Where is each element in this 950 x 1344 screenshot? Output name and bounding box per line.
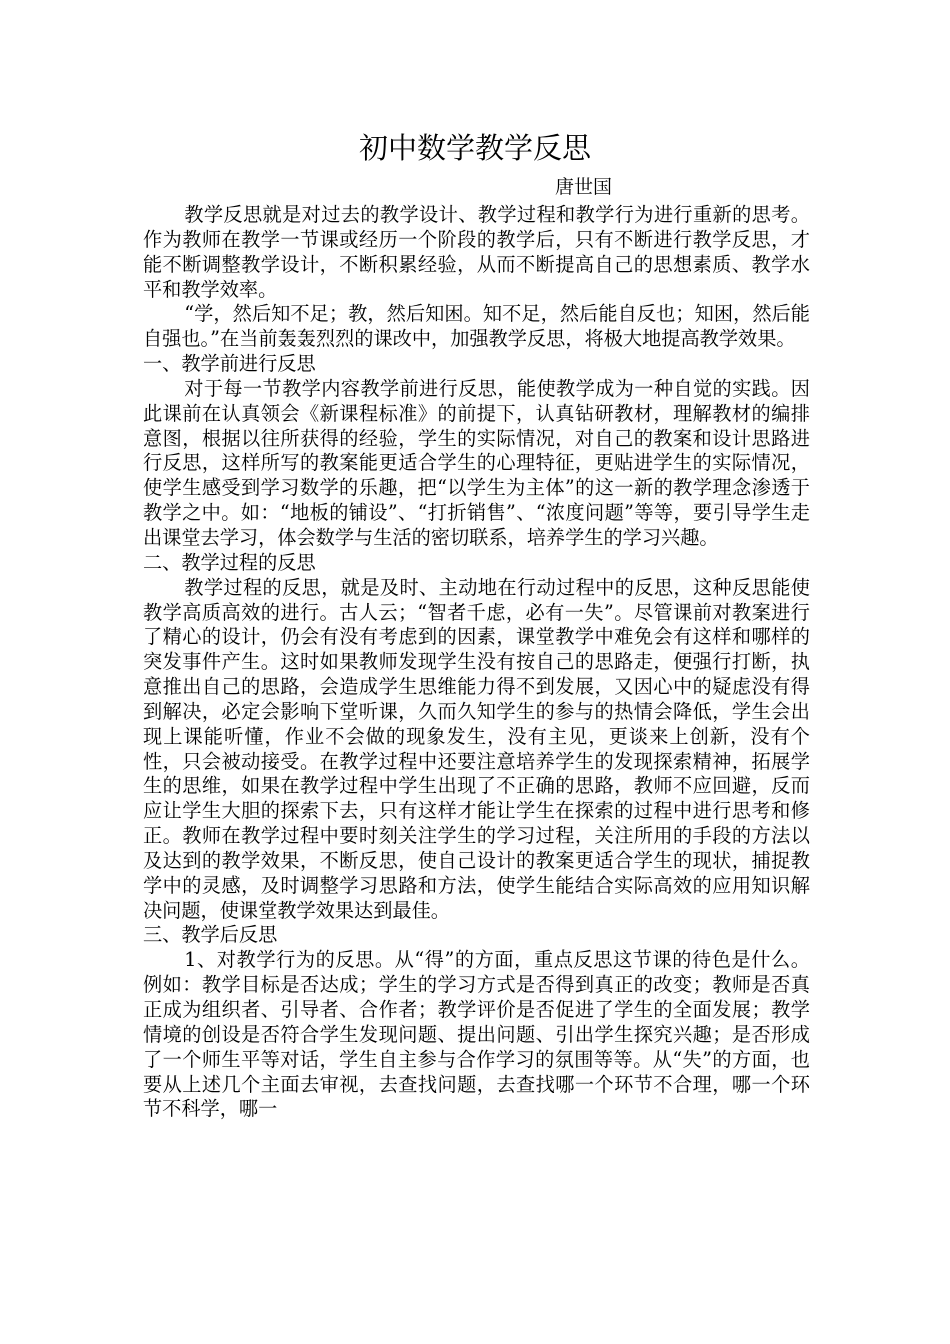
section-heading: 三、教学后反思 (143, 923, 278, 947)
body-paragraph: 1、对教学行为的反思。从“得”的方面，重点反思这节课的待色是什么。例如：教学目标是否达成；学生的学习方式是否得到真正的改变；教师是否真正成为组织者、引导者、合作者；教学评价是否促进了学生的全面发展；教学情境的创设是否符合学生发现问题、提出问题、引出学生探究兴趣；是否形成了一个师生平等对话，学生自主参与合作学习的氛围等等。从“失”的方面，也要从上述几个主面去审视，去查找问题，去查找哪一个环节不合理，哪一个环节不科学，哪一 (143, 948, 810, 1121)
section-heading: 一、教学前进行反思 (143, 352, 316, 376)
document-body (143, 203, 810, 1122)
body-paragraph: “学，然后知不足；教，然后知困。知不足，然后能自反也；知困，然后能自强也。”在当前轰轰烈烈的课改中，加强教学反思，将极大地提高教学效果。 (143, 302, 810, 351)
section-heading: 二、教学过程的反思 (143, 550, 316, 574)
body-paragraph: 教学反思就是对过去的教学设计、教学过程和教学行为进行重新的思考。作为教师在教学一节课或经历一个阶段的教学后，只有不断进行教学反思，才能不断调整教学设计，不断积累经验，从而不断提高自己的思想素质、教学水平和教学效率。 (143, 203, 810, 301)
document-author: 唐世国 (555, 176, 613, 198)
body-paragraph: 教学过程的反思，就是及时、主动地在行动过程中的反思，这种反思能使教学高质高效的进行。古人云；“智者千虑，必有一失”。尽管课前对教案进行了精心的设计，仍会有没有考虑到的因素，课堂教学中难免会有这样和哪样的突发事件产生。这时如果教师发现学生没有按自己的思路走，便强行打断，执意推出自己的思路，会造成学生思维能力得不到发展，又因心中的疑虑没有得到解决，必定会影响下堂听课，久而久知学生的参与的热情会降低，学生会出现上课能听懂，作业不会做的现象发生，没有主见，更谈来上创新，没有个性，只会被动接受。在教学过程中还要注意培养学生的发现探索精神，拓展学生的思维，如果在教学过程中学生出现了不正确的思路，教师不应回避，反而应让学生大胆的探索下去，只有这样才能让学生在探索的过程中进行思考和修正。教师在教学过程中要时刻关注学生的学习过程，关注所用的手段的方法以及达到的教学效果，不断反思，使自己设计的教案更适合学生的现状，捕捉教学中的灵感，及时调整学习思路和方法，使学生能结合实际高效的应用知识解决问题，使课堂教学效果达到最佳。 (143, 575, 810, 922)
body-paragraph: 对于每一节教学内容教学前进行反思，能使教学成为一种自觉的实践。因此课前在认真领会《新课程标准》的前提下，认真钻研教材，理解教材的编排意图，根据以往所获得的经验，学生的实际情况，对自己的教案和设计思路进行反思，这样所写的教案能更适合学生的心理特征，更贴进学生的实际情况，使学生感受到学习数学的乐趣，把“以学生为主体”的这一新的教学理念渗透于教学之中。如：“地板的铺设”、“打折销售”、“浓度问题”等等，要引导学生走出课堂去学习，体会数学与生活的密切联系，培养学生的学习兴趣。 (143, 376, 810, 549)
document-title: 初中数学教学反思 (358, 131, 591, 165)
